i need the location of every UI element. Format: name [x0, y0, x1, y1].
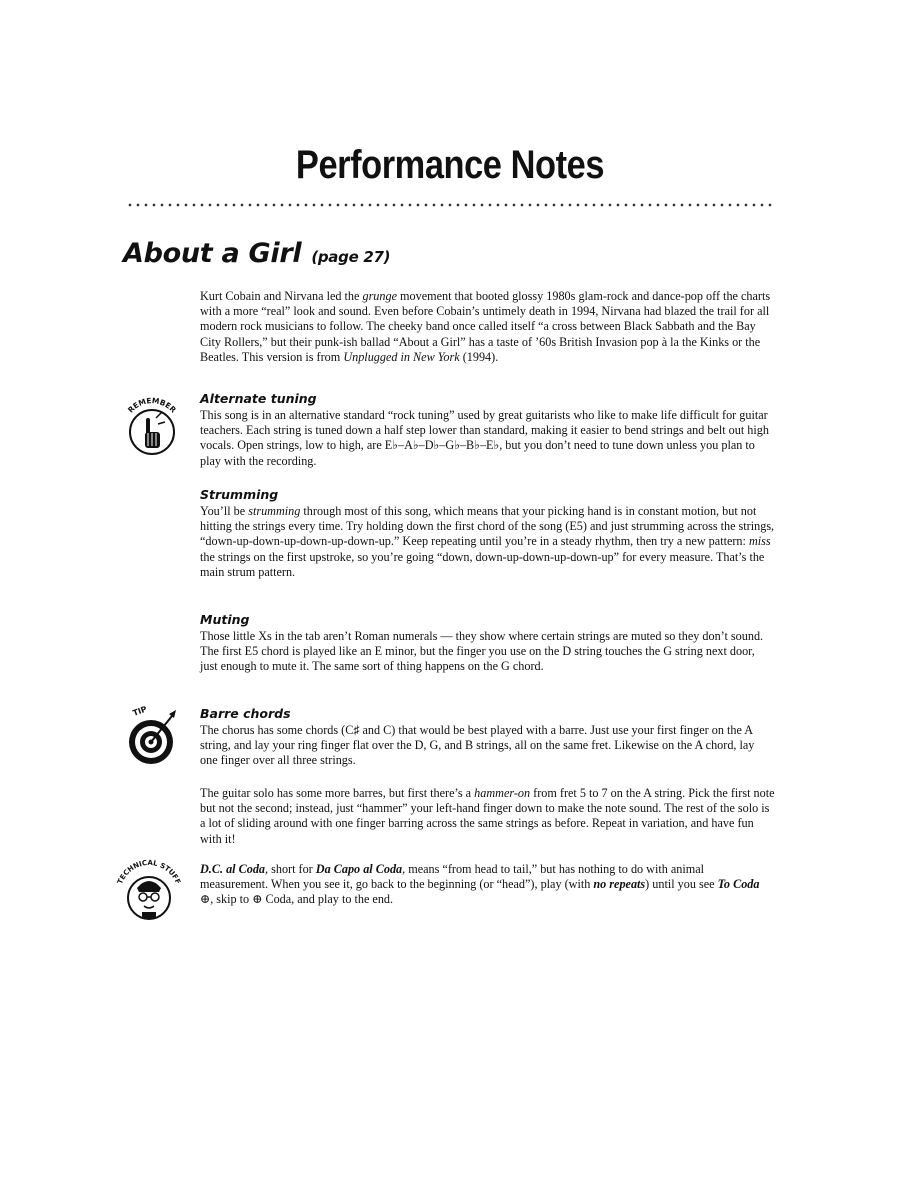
muting-text: Those little Xs in the tab aren’t Roman numerals — they show where certain strings are muted so they don’t sound. The first E5 chord is played like an E minor, but the finger you use on the D string touches the G string next door, just enough to mute it. The same sort of thing happens on the G chord. [200, 629, 764, 674]
song-title: About a Girl [123, 238, 302, 269]
tip-icon-label: TIP [131, 704, 149, 718]
song-heading [123, 238, 390, 269]
strumming-text: You’ll be strumming through most of this song, which means that your picking hand is in constant motion, but not hitting the strings every time. Try holding down the first chord of the song (E5) and just strumming across the strings, “down-up-down-up-down-up-down-up.” Keep repeating until you’re in a steady rhythm, then try a new pattern: miss the strings on the first upstroke, so you’re going “down, down-up-down-up-down-up” for every measure. That’s the main strum pattern. [200, 504, 775, 579]
barre-chords-heading: Barre chords [200, 706, 291, 721]
intro-paragraph: Kurt Cobain and Nirvana led the grunge movement that booted glossy 1980s glam-rock and dance-pop off the charts with a more “real” look and sound. Even before Cobain’s untimely death in 1994, Nirvana had blazed the trail for all modern rock musicians to follow. The cheeky band once called itself “a cross between Black Sabbath and the Bay City Rollers,” but their punk-ish ballad “About a Girl” has a taste of ’60s British Invasion pop à la the Kinks or the Beatles. This version is from Unplugged in New York (1994). [200, 289, 771, 364]
coda-paragraph: D.C. al Coda, short for Da Capo al Coda, means “from head to tail,” but has nothing to do with animal measurement. When you see it, go back to the beginning (or “head”), play (with no repeats) until you see To Coda ⊕, skip to ⊕ Coda, and play to the end. [200, 862, 760, 907]
barre-chords-text: The chorus has some chords (C♯ and C) that would be best played with a barre. Just use your first finger on the A string, and lay your ring finger flat over the D, G, and B strings, all on the same fret. Likewise on the A chord, lay one finger over all three strings. [200, 723, 755, 768]
section-muting [200, 612, 775, 675]
section-strumming [200, 487, 775, 580]
song-page-ref: (page 27) [311, 248, 391, 266]
alternate-tuning-heading: Alternate tuning [200, 391, 317, 406]
muting-heading: Muting [200, 612, 250, 627]
page-title: Performance Notes [295, 143, 605, 187]
technical-stuff-icon-label: TECHNICAL STUFF [116, 858, 182, 886]
remember-icon-label: REMEMBER [126, 396, 178, 415]
tip-target-icon [120, 704, 182, 770]
dotted-divider [126, 203, 776, 207]
remember-icon [118, 388, 186, 458]
guitar-solo-paragraph: The guitar solo has some more barres, but first there’s a hammer-on from fret 5 to 7 on the A string. Pick the first note but not the second; instead, just “hammer” your left-hand finger down to make the note sound. The rest of the solo is a lot of sliding around with one finger barring across the same strings as before. Repeat in variation, and have fun with it! [200, 786, 775, 846]
section-barre-chords [200, 706, 775, 769]
technical-stuff-icon [112, 852, 186, 922]
section-alternate-tuning [200, 391, 775, 469]
alternate-tuning-text: This song is in an alternative standard “rock tuning” used by great guitarists who like to make life difficult for guitar teachers. Each string is tuned down a half step lower than standard, making it easier to bend strings and belt out high vocals. Open strings, low to high, are E♭–A♭–D♭–G♭–B♭–E♭, but you don’t need to tune down unless you plan to play with the recording. [200, 408, 769, 468]
strumming-heading: Strumming [200, 487, 279, 502]
